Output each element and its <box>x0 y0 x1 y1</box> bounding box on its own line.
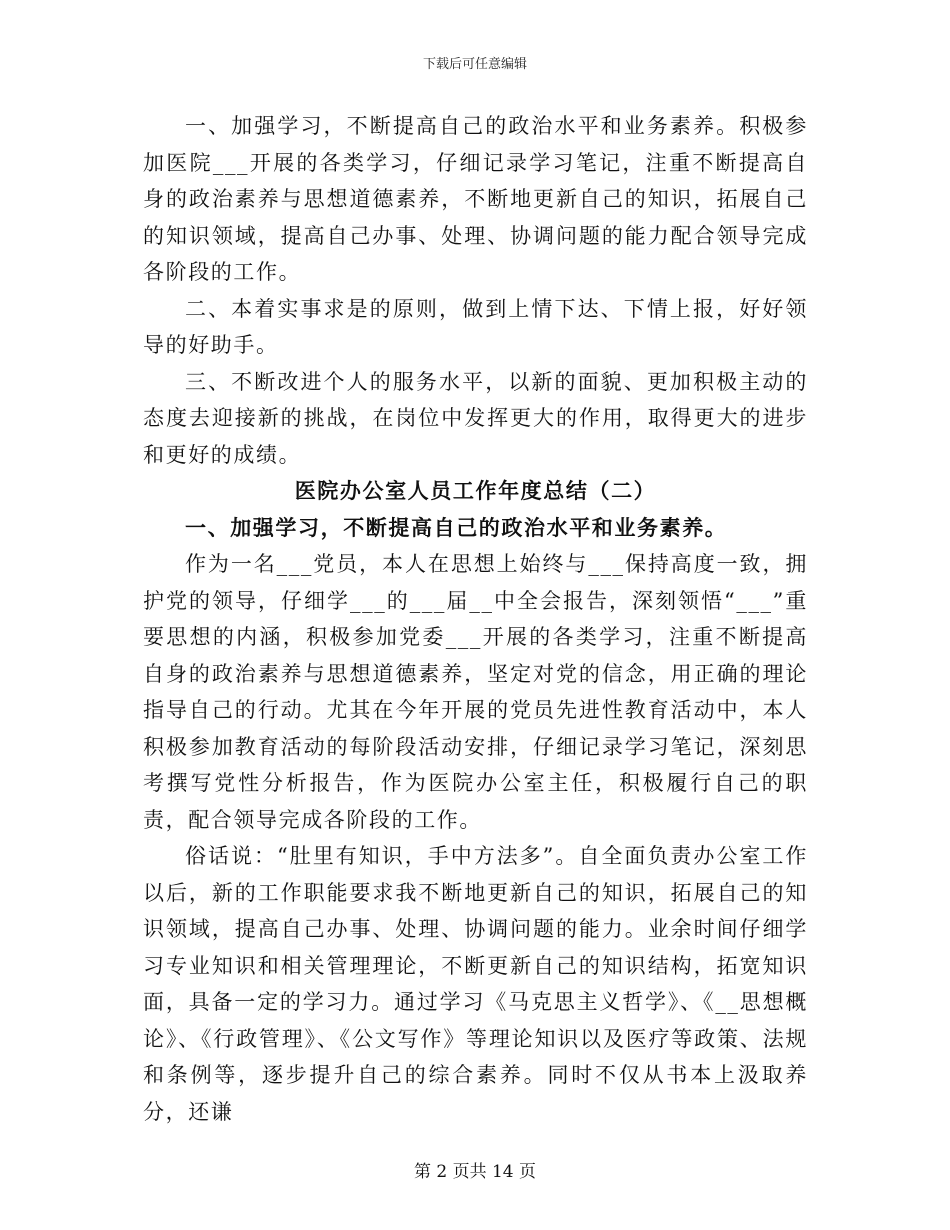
paragraph-1: 一、加强学习，不断提高自己的政治水平和业务素养。积极参加医院___开展的各类学习，仔细记录学习笔记，注重不断提高自身的政治素养与思想道德素养，不断地更新自己的知识，拓展自己的知识领域，提高自己办事、处理、协调问题的能力配合领导完成各阶段的工作。 <box>143 114 808 284</box>
page-footer: 第 2 页共 14 页 <box>413 1162 537 1182</box>
section-paragraph-2: 俗话说：“肚里有知识，手中方法多”。自全面负责办公室工作以后，新的工作职能要求我不断地更新自己的知识，拓展自己的知识领域，提高自己办事、处理、协调问题的能力。业余时间仔细学习专业知识和相关管理理论，不断更新自己的知识结构，拓宽知识面，具备一定的学习力。通过学习《马克思主义哲学》、《__思想概论》、《行政管理》、《公文写作》等理论知识以及医疗等政策、法规和条例等，逐步提升自己的综合素养。同时不仅从书本上汲取养分，还谦 <box>143 844 808 1124</box>
section-paragraph-1: 作为一名___党员，本人在思想上始终与___保持高度一致，拥护党的领导，仔细学___的___届__中全会报告，深刻领悟“___”重要思想的内涵，积极参加党委___开展的各类学习，注重不断提高自身的政治素养与思想道德素养，坚定对党的信念，用正确的理论指导自己的行动。尤其在今年开展的党员先进性教育活动中，本人积极参加教育活动的每阶段活动安排，仔细记录学习笔记，深刻思考撰写党性分析报告，作为医院办公室主任，积极履行自己的职责，配合领导完成各阶段的工作。 <box>143 552 808 832</box>
paragraph-2: 二、本着实事求是的原则，做到上情下达、下情上报，好好领导的好助手。 <box>143 296 808 357</box>
section-heading: 一、加强学习，不断提高自己的政治水平和业务素养。 <box>185 514 728 540</box>
page-header: 下载后可任意编辑 <box>422 57 527 72</box>
paragraph-3: 三、不断改进个人的服务水平，以新的面貌、更加积极主动的态度去迎接新的挑战，在岗位中发挥更大的作用，取得更大的进步和更好的成绩。 <box>143 369 808 467</box>
document-body <box>143 108 808 1130</box>
section-title: 医院办公室人员工作年度总结（二） <box>294 478 657 503</box>
